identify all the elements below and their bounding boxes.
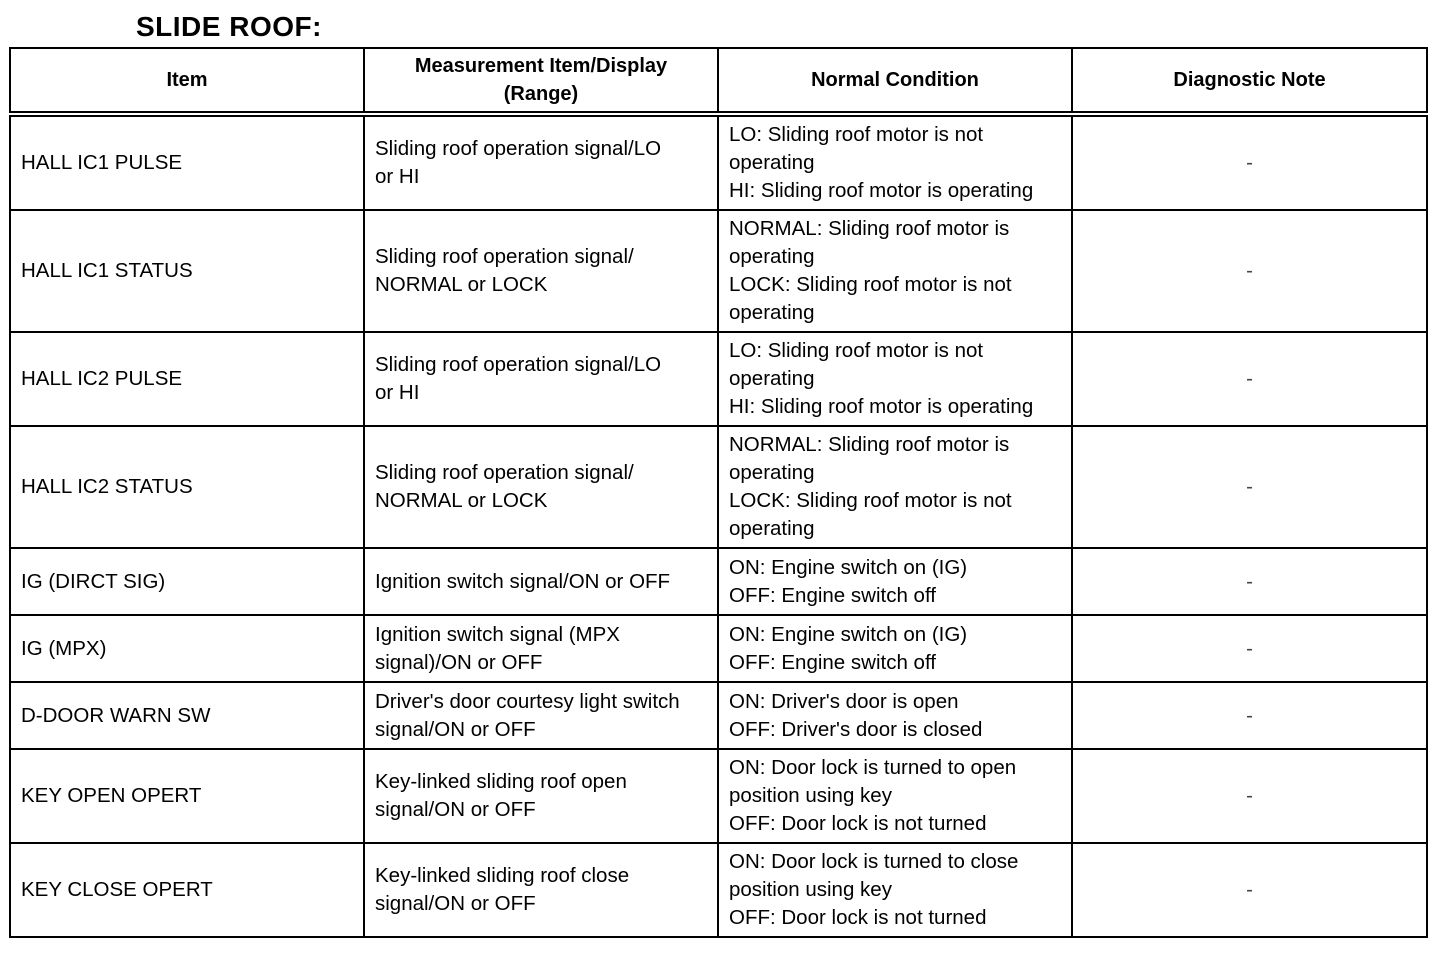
normal-condition-line: NORMAL: Sliding roof motor is [729, 433, 1010, 456]
item-cell: HALL IC1 STATUS [10, 210, 364, 332]
table-row [10, 749, 1427, 843]
measurement-line: Sliding roof operation signal/LO [375, 137, 662, 160]
item-cell: IG (MPX) [10, 615, 364, 682]
normal-condition-line: LOCK: Sliding roof motor is not [729, 273, 1012, 296]
normal-condition-cell [718, 548, 1072, 615]
table-row [10, 426, 1427, 548]
measurement-cell [364, 114, 718, 210]
header-diagnostic-note: Diagnostic Note [1072, 48, 1427, 114]
normal-condition-cell [718, 749, 1072, 843]
normal-condition-line: operating [729, 517, 815, 540]
normal-condition-line: position using key [729, 878, 892, 901]
diagnostic-note-cell: - [1072, 682, 1427, 749]
normal-condition-line: LO: Sliding roof motor is not [729, 339, 984, 362]
page-title: SLIDE ROOF: [136, 11, 322, 42]
header-measurement-line: Measurement Item/Display [414, 55, 668, 77]
normal-condition-line: ON: Engine switch on (IG) [729, 555, 968, 579]
normal-condition-line: operating [729, 301, 815, 324]
header-normal-condition: Normal Condition [718, 48, 1072, 114]
normal-condition-line: HI: Sliding roof motor is operating [729, 395, 1034, 418]
data-table [9, 47, 1428, 938]
item-cell: HALL IC1 PULSE [10, 114, 364, 210]
normal-condition-line: OFF: Engine switch off [729, 650, 936, 674]
normal-condition-line: OFF: Door lock is not turned [729, 906, 987, 929]
measurement-cell [364, 615, 718, 682]
diagnostic-note-cell: - [1072, 114, 1427, 210]
measurement-line: or HI [375, 165, 420, 188]
header-row [10, 48, 1427, 114]
measurement-line: Sliding roof operation signal/LO [375, 353, 662, 376]
normal-condition-cell [718, 843, 1072, 937]
item-cell: IG (DIRCT SIG) [10, 548, 364, 615]
normal-condition-line: LO: Sliding roof motor is not [729, 123, 984, 146]
normal-condition-cell [718, 210, 1072, 332]
table-row [10, 615, 1427, 682]
normal-condition-line: operating [729, 245, 815, 268]
normal-condition-line: ON: Driver's door is open [729, 689, 959, 713]
header-measurement-line: (Range) [503, 83, 579, 105]
header-item: Item [10, 48, 364, 114]
diagnostic-note-cell: - [1072, 615, 1427, 682]
normal-condition-line: HI: Sliding roof motor is operating [729, 179, 1034, 202]
item-cell: D-DOOR WARN SW [10, 682, 364, 749]
measurement-line: Ignition switch signal (MPX [375, 622, 620, 646]
table-row [10, 548, 1427, 615]
normal-condition-cell [718, 426, 1072, 548]
normal-condition-line: operating [729, 367, 815, 390]
measurement-cell [364, 332, 718, 426]
item-cell: KEY CLOSE OPERT [10, 843, 364, 937]
diagnostic-note-cell: - [1072, 332, 1427, 426]
table-row [10, 210, 1427, 332]
item-cell: HALL IC2 STATUS [10, 426, 364, 548]
normal-condition-line: ON: Door lock is turned to close [729, 850, 1019, 873]
measurement-line: Key-linked sliding roof open [375, 770, 627, 793]
measurement-line: Key-linked sliding roof close [375, 864, 630, 887]
measurement-line: Sliding roof operation signal/ [375, 461, 634, 484]
measurement-cell [364, 682, 718, 749]
diagnostic-note-cell: - [1072, 749, 1427, 843]
normal-condition-line: ON: Engine switch on (IG) [729, 622, 968, 646]
normal-condition-line: operating [729, 461, 815, 484]
normal-condition-cell [718, 615, 1072, 682]
measurement-cell [364, 749, 718, 843]
normal-condition-line: position using key [729, 784, 892, 807]
diagnostic-note-cell: - [1072, 210, 1427, 332]
normal-condition-cell [718, 332, 1072, 426]
diagnostic-note-cell: - [1072, 426, 1427, 548]
normal-condition-line: operating [729, 151, 815, 174]
table-row [10, 682, 1427, 749]
table-row [10, 843, 1427, 937]
measurement-line: NORMAL or LOCK [375, 489, 548, 512]
measurement-line: or HI [375, 381, 420, 404]
measurement-cell [364, 426, 718, 548]
item-cell: HALL IC2 PULSE [10, 332, 364, 426]
measurement-cell [364, 843, 718, 937]
normal-condition-cell [718, 114, 1072, 210]
table-row [10, 332, 1427, 426]
normal-condition-line: NORMAL: Sliding roof motor is [729, 217, 1010, 240]
measurement-line: Ignition switch signal/ON or OFF [375, 569, 671, 593]
table-row [10, 114, 1427, 210]
measurement-line: signal/ON or OFF [375, 717, 536, 741]
measurement-line: NORMAL or LOCK [375, 273, 548, 296]
item-cell: KEY OPEN OPERT [10, 749, 364, 843]
measurement-line: signal)/ON or OFF [375, 650, 543, 674]
measurement-line: Driver's door courtesy light switch [375, 689, 680, 713]
normal-condition-line: OFF: Door lock is not turned [729, 812, 987, 835]
diagnostic-note-cell: - [1072, 843, 1427, 937]
measurement-cell [364, 548, 718, 615]
normal-condition-line: LOCK: Sliding roof motor is not [729, 489, 1012, 512]
normal-condition-line: OFF: Engine switch off [729, 583, 936, 607]
measurement-line: signal/ON or OFF [375, 798, 536, 821]
diagnostic-note-cell: - [1072, 548, 1427, 615]
normal-condition-line: ON: Door lock is turned to open [729, 756, 1017, 779]
header-measurement [364, 48, 718, 114]
measurement-line: signal/ON or OFF [375, 892, 536, 915]
normal-condition-cell [718, 682, 1072, 749]
measurement-line: Sliding roof operation signal/ [375, 245, 634, 268]
measurement-cell [364, 210, 718, 332]
normal-condition-line: OFF: Driver's door is closed [729, 717, 983, 741]
